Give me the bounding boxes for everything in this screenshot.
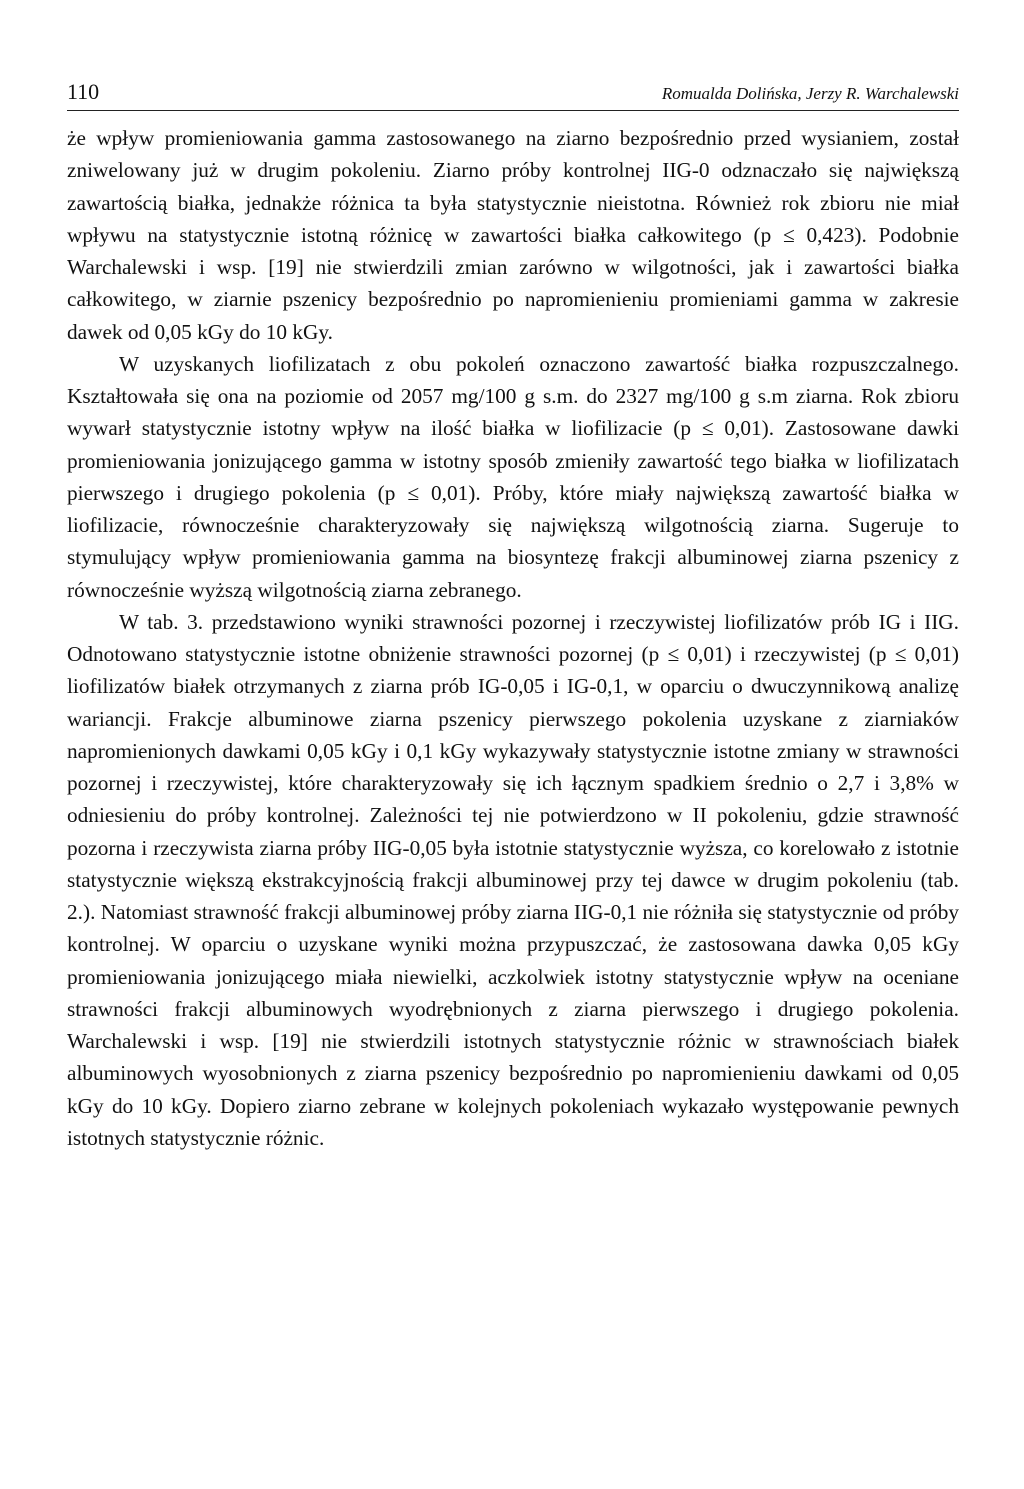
page-number: 110	[67, 79, 100, 104]
paragraph-continuation: że wpływ promieniowania gamma zastosowanego na ziarno bezpośrednio przed wysianiem, został zniwelowany już w drugim pokoleniu. Ziarno próby kontrolnej IIG-0 odznaczało się największą zawartością białka, jednakże różnica ta była statystycznie nieistotna. Również rok zbioru nie miał wpływu na statystycznie istotną różnicę w zawartości białka całkowitego (p ≤ 0,423). Podobnie Warchalewski i wsp. [19] nie stwierdzili zmian zarówno w wilgotności, jak i zawartości białka całkowitego, w ziarnie pszenicy bezpośrednio po napromienieniu promieniami gamma w zakresie dawek od 0,05 kGy do 10 kGy.	[67, 126, 959, 344]
paragraph-soluble-protein: W uzyskanych liofilizatach z obu pokoleń oznaczono zawartość białka rozpuszczalnego. Kształtowała się ona na poziomie od 2057 mg/100 g s.m. do 2327 mg/100 g s.m ziarna. Rok zbioru wywarł statystycznie istotny wpływ na ilość białka w liofilizacie (p ≤ 0,01). Zastosowane dawki promieniowania jonizującego gamma w istotny sposób zmieniły zawartość tego białka w liofilizatach pierwszego i drugiego pokolenia (p ≤ 0,01). Próby, które miały największą zawartość białka w liofilizacie, równocześnie charakteryzowały się największą wilgotnością ziarna. Sugeruje to stymulujący wpływ promieniowania gamma na biosyntezę frakcji albuminowej ziarna pszenicy z równocześnie wyższą wilgotnością ziarna zebranego.	[67, 351, 959, 602]
running-head-authors: Romualda Dolińska, Jerzy R. Warchalewski	[661, 84, 959, 103]
page-header	[67, 76, 959, 111]
paragraph-digestibility: W tab. 3. przedstawiono wyniki strawności pozornej i rzeczywistej liofilizatów prób IG i IIG. Odnotowano statystycznie istotne obniżenie strawności pozornej (p ≤ 0,01) i rzeczywistej (p ≤ 0,01) liofilizatów białek otrzymanych z ziarna prób IG-0,05 i IG-0,1, w oparciu o dwuczynnikową analizę wariancji. Frakcje albuminowe ziarna pszenicy pierwszego pokolenia uzyskane z ziarniaków napromienionych dawkami 0,05 kGy i 0,1 kGy wykazywały statystycznie istotne zmiany w strawności pozornej i rzeczywistej, które charakteryzowały się ich łącznym spadkiem średnio o 2,7 i 3,8% w odniesieniu do próby kontrolnej. Zależności tej nie potwierdzono w II pokoleniu, gdzie strawność pozorna i rzeczywista ziarna próby IIG-0,05 była istotnie statystycznie wyższa, co korelowało z istotnie statystycznie większą ekstrakcyjnością frakcji albuminowej przy tej dawce w drugim pokoleniu (tab. 2.). Natomiast strawność frakcji albuminowej próby ziarna IIG-0,1 nie różniła się statystycznie od próby kontrolnej. W oparciu o uzyskane wyniki można przypuszczać, że zastosowana dawka 0,05 kGy promieniowania jonizującego miała niewielki, aczkolwiek istotny statystycznie wpływ na oceniane strawności frakcji albuminowych wyodrębnionych z ziarna pierwszego i drugiego pokolenia. Warchalewski i wsp. [19] nie stwierdzili istotnych statystycznie różnic w strawnościach białek albuminowych wyosobnionych z ziarna pszenicy bezpośrednio po napromienieniu dawkami od 0,05 kGy do 10 kGy. Dopiero ziarno zebrane w kolejnych pokoleniach wykazało występowanie pewnych istotnych statystycznie różnic.	[67, 609, 959, 1150]
body-text	[67, 122, 959, 1154]
